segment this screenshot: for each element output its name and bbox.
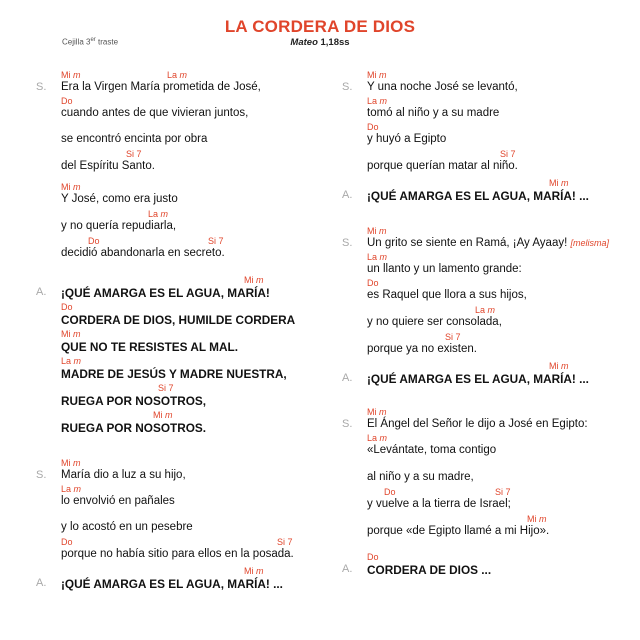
chord-quality: m — [539, 514, 547, 524]
scripture-reference — [0, 37, 640, 48]
verse-text — [367, 133, 446, 145]
chord-root: Si 7 — [277, 537, 293, 547]
chord-quality: m — [379, 70, 387, 80]
chorus-text — [61, 394, 206, 408]
lyric-text: MADRE DE JESÚS Y MADRE NUESTRA, — [61, 367, 287, 381]
lyric-text: porque «de Egipto llamé a mi Hijo». — [367, 525, 550, 537]
chord-root: Mi — [527, 514, 537, 524]
chord-label — [367, 96, 387, 106]
chord-quality: m — [73, 70, 81, 80]
chord-label — [367, 407, 387, 417]
chord-root: Si 7 — [208, 236, 224, 246]
voice-marker: A. — [36, 286, 47, 298]
verse-text — [61, 495, 175, 507]
chorus-text — [367, 189, 589, 203]
lyric-text: y no quería repudiarla, — [61, 220, 177, 232]
chord-quality: m — [379, 96, 388, 106]
chord-quality: m — [561, 178, 569, 188]
chord-quality: m — [179, 70, 188, 80]
lyric-text: cuando antes de que vivieran juntos, — [61, 107, 249, 119]
chord-quality: m — [561, 361, 569, 371]
reference-verse: 1,18ss — [317, 37, 350, 48]
chord-label — [167, 70, 187, 80]
chord-label — [244, 275, 264, 285]
chord-root: Si 7 — [126, 149, 142, 159]
chord-quality: m — [379, 226, 387, 236]
voice-marker: S. — [342, 237, 353, 249]
voice-marker: A. — [36, 577, 47, 589]
chord-quality: m — [379, 407, 387, 417]
chord-label — [61, 329, 81, 339]
chord-label — [500, 149, 516, 159]
chord-label — [61, 484, 81, 494]
chord-label — [367, 433, 387, 443]
chord-label — [495, 487, 511, 497]
chord-root: Si 7 — [500, 149, 516, 159]
verse-text — [367, 107, 499, 119]
chorus-text — [61, 313, 295, 327]
chord-label — [148, 209, 168, 219]
lyric-text: QUE NO TE RESISTES AL MAL. — [61, 340, 238, 354]
chord-label — [384, 487, 396, 497]
capo-suffix: traste — [95, 37, 119, 47]
chord-label — [61, 302, 73, 312]
lyric-text: decidió abandonarla en secreto. — [61, 247, 225, 259]
lyric-text: porque querían matar al niño. — [367, 160, 518, 172]
chord-root: Mi — [61, 458, 71, 468]
verse-text — [367, 160, 518, 172]
verse-text — [367, 343, 477, 355]
verse-text — [61, 133, 207, 145]
chord-root: La — [367, 96, 378, 106]
verse-text — [61, 247, 225, 259]
chord-label — [61, 96, 73, 106]
verse-text — [61, 107, 248, 119]
chord-label — [527, 514, 547, 524]
chord-label — [367, 226, 387, 236]
reference-book: Mateo — [290, 37, 318, 48]
lyric-text: tomó al niño y a su madre — [367, 107, 500, 119]
voice-marker: S. — [36, 81, 47, 93]
chord-label — [475, 305, 495, 315]
chord-root: Do — [88, 236, 100, 246]
chord-root: Si 7 — [495, 487, 511, 497]
verse-text — [61, 521, 193, 533]
chord-root: Mi — [244, 566, 254, 576]
chord-root: Do — [384, 487, 396, 497]
lyric-text: ¡QUÉ AMARGA ES EL AGUA, MARÍA! — [61, 286, 270, 300]
voice-marker: S. — [342, 418, 353, 430]
voice-marker: S. — [36, 469, 47, 481]
voice-marker: A. — [342, 372, 353, 384]
lyric-text: es Raquel que llora a sus hijos, — [367, 289, 527, 301]
voice-marker: S. — [342, 81, 353, 93]
verse-text — [367, 81, 518, 93]
verse-text — [367, 316, 502, 328]
lyric-text: CORDERA DE DIOS, HUMILDE CORDERA — [61, 313, 296, 327]
verse-text — [367, 418, 588, 430]
chord-label — [367, 552, 379, 562]
melisma-note: [melisma] — [570, 238, 610, 248]
chord-quality: m — [73, 458, 81, 468]
verse-text — [367, 289, 527, 301]
lyric-text: lo envolvió en pañales — [61, 495, 175, 507]
chord-label — [88, 236, 100, 246]
lyric-text: y no quiere ser consolada, — [367, 316, 502, 328]
chord-root: Mi — [367, 70, 377, 80]
chord-root: Mi — [61, 182, 71, 192]
chord-label — [549, 361, 569, 371]
chord-label — [244, 566, 264, 576]
chord-label — [367, 122, 379, 132]
chord-root: La — [367, 433, 378, 443]
chord-label — [153, 410, 173, 420]
chord-quality: m — [73, 356, 82, 366]
lyric-text: CORDERA DE DIOS ... — [367, 563, 492, 577]
verse-text — [61, 469, 186, 481]
verse-text — [61, 548, 294, 560]
lyric-text: y huyó a Egipto — [367, 133, 447, 145]
lyric-text: Un grito se siente en Ramá, ¡Ay Ayaay! — [367, 237, 571, 249]
lyric-text: Y José, como era justo — [61, 193, 178, 205]
chord-root: Do — [61, 537, 73, 547]
chord-quality: m — [256, 566, 264, 576]
lyric-text: ¡QUÉ AMARGA ES EL AGUA, MARÍA! ... — [61, 577, 283, 591]
chord-root: Do — [367, 278, 379, 288]
chord-quality: m — [165, 410, 173, 420]
chord-label — [367, 278, 379, 288]
chord-quality: m — [256, 275, 264, 285]
chorus-text — [367, 372, 589, 386]
chord-label — [126, 149, 142, 159]
song-title: LA CORDERA DE DIOS — [224, 17, 416, 36]
lyric-text: un llanto y un lamento grande: — [367, 263, 522, 275]
chord-root: Do — [61, 302, 73, 312]
chord-root: La — [61, 356, 72, 366]
chorus-text — [61, 577, 283, 591]
chord-root: La — [148, 209, 159, 219]
verse-text — [367, 237, 609, 249]
voice-marker: A. — [342, 189, 353, 201]
lyric-text: porque no había sitio para ellos en la posada. — [61, 548, 294, 560]
voice-marker: A. — [342, 563, 353, 575]
verse-text — [61, 160, 155, 172]
chord-root: Do — [367, 122, 379, 132]
capo-ordinal: er — [90, 37, 96, 43]
chord-root: La — [475, 305, 486, 315]
chord-root: Do — [367, 552, 379, 562]
chord-label — [61, 458, 81, 468]
chord-root: La — [167, 70, 178, 80]
chord-root: Mi — [367, 226, 377, 236]
lyric-text: Era la Virgen María prometida de José, — [61, 81, 261, 93]
chord-root: Mi — [367, 407, 377, 417]
verse-text — [367, 498, 511, 510]
chorus-text — [61, 286, 270, 300]
chord-label — [208, 236, 224, 246]
chord-root: Do — [61, 96, 73, 106]
verse-text — [367, 525, 549, 537]
chord-root: Mi — [244, 275, 254, 285]
chorus-text — [61, 421, 206, 435]
lyric-text: se encontró encintа por obra — [61, 133, 208, 145]
lyric-text: «Levántate, toma contigo — [367, 444, 497, 456]
lyric-text: RUEGA POR NOSOTROS, — [61, 394, 207, 408]
chord-root: Mi — [61, 329, 71, 339]
verse-text — [367, 471, 474, 483]
verse-text — [61, 193, 178, 205]
verse-text — [61, 81, 261, 93]
chord-quality: m — [73, 329, 81, 339]
chord-root: Mi — [61, 70, 71, 80]
lyric-text: al niño y a su madre, — [367, 471, 474, 483]
lyric-text: del Espíritu Santo. — [61, 160, 155, 172]
lyric-text: y vuelve a la tierra de Israel; — [367, 498, 511, 510]
chord-label — [158, 383, 174, 393]
chord-label — [61, 356, 81, 366]
verse-text — [367, 263, 522, 275]
verse-text — [367, 444, 496, 456]
chord-label — [549, 178, 569, 188]
chord-label — [61, 182, 81, 192]
chorus-text — [367, 563, 491, 577]
chord-quality: m — [487, 305, 496, 315]
lyric-text: ¡QUÉ AMARGA ES EL AGUA, MARÍA! ... — [367, 372, 589, 386]
chord-label — [367, 70, 387, 80]
chorus-text — [61, 340, 238, 354]
chord-root: Mi — [549, 361, 559, 371]
chord-root: Si 7 — [445, 332, 461, 342]
capo-label: Cejilla 3 — [62, 37, 91, 47]
chord-quality: m — [160, 209, 169, 219]
lyric-text: Y una noche José se levantó, — [367, 81, 518, 93]
chord-label — [445, 332, 461, 342]
verse-text — [61, 220, 176, 232]
chord-root: Mi — [549, 178, 559, 188]
chord-label — [367, 252, 387, 262]
lyric-text: ¡QUÉ AMARGA ES EL AGUA, MARÍA! ... — [367, 189, 589, 203]
chord-root: Mi — [153, 410, 163, 420]
chord-root: La — [367, 252, 378, 262]
chord-root: Si 7 — [158, 383, 174, 393]
lyric-text: El Ángel del Señor le dijo a José en Egipto: — [367, 418, 588, 430]
lyric-text: porque ya no existen. — [367, 343, 477, 355]
chord-quality: m — [379, 252, 388, 262]
chord-label — [61, 537, 73, 547]
lyric-text: RUEGA POR NOSOTROS. — [61, 421, 207, 435]
chord-root: La — [61, 484, 72, 494]
chord-quality: m — [73, 182, 81, 192]
lyric-text: y lo acostó en un pesebre — [61, 521, 193, 533]
chord-quality: m — [73, 484, 82, 494]
chorus-text — [61, 367, 287, 381]
chord-label — [61, 70, 81, 80]
lyric-text: María dio a luz a su hijo, — [61, 469, 186, 481]
chord-quality: m — [379, 433, 388, 443]
chord-label — [277, 537, 293, 547]
